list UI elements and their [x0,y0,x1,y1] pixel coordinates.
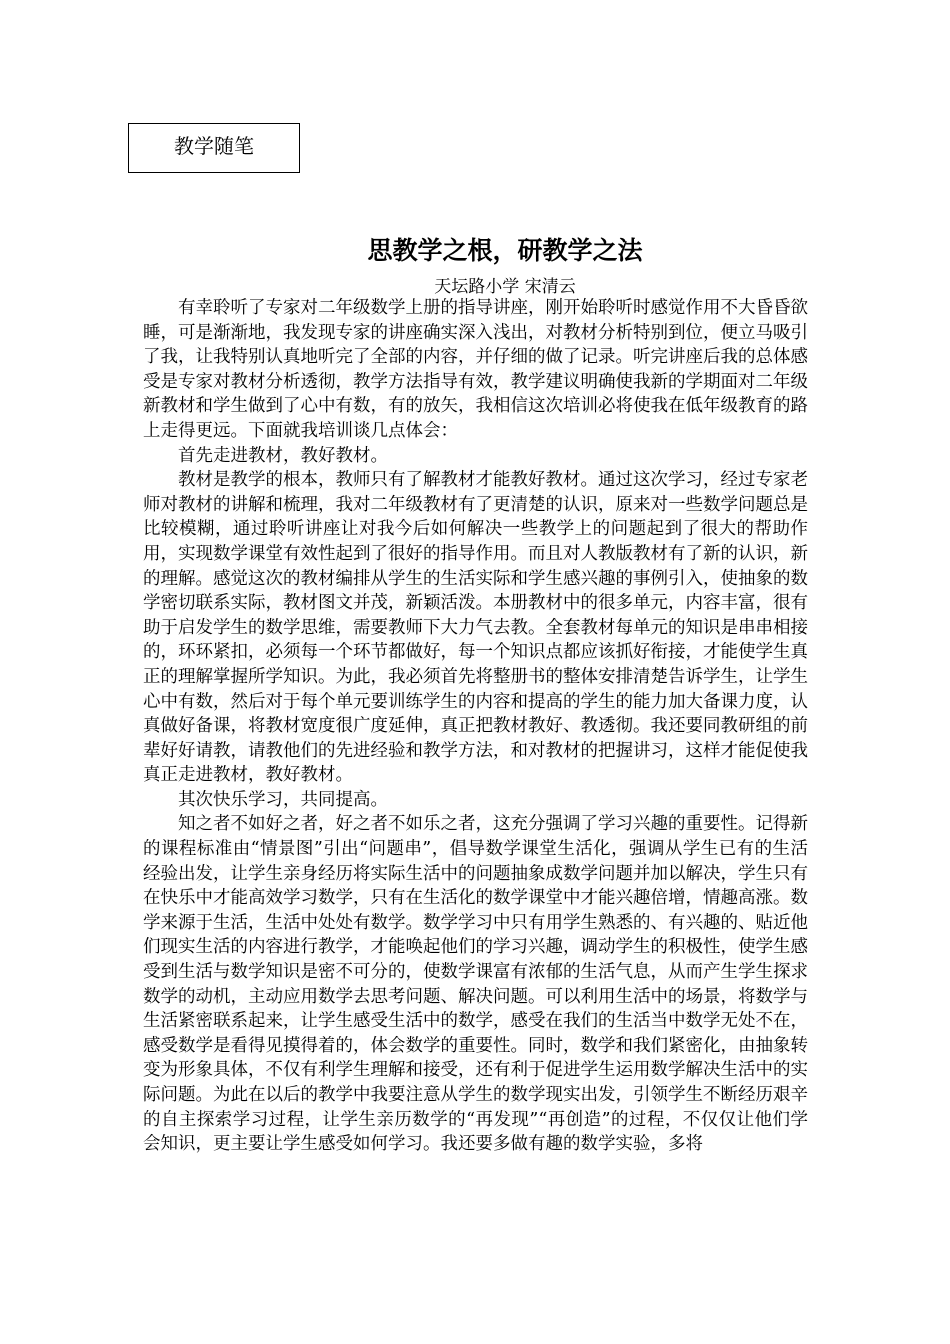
header-tag-label: 教学随笔 [174,134,254,158]
author-line: 天坛路小学 宋清云 [434,277,576,297]
paragraph-section-1: 教材是教学的根本，教师只有了解教材才能教好教材。通过这次学习，经过专家老师对教材的讲解和梳理，我对二年级教材有了更清楚的认识，原来对一些数学问题总是比较模糊，通过聆听讲座让对我今后如何解决一些教学上的问题起到了很大的帮助作用，实现数学课堂有效性起到了很好的指导作用。而且对人教版教材有了新的认识，新的理解。感觉这次的教材编排从学生的生活实际和学生感兴趣的事例引入，使抽象的数学密切联系实际，教材图文并茂，新颖活泼。本册教材中的很多单元，内容丰富，很有助于启发学生的数学思维，需要教师下大力气去教。全套教材每单元的知识是串串相接的，环环紧扣，必须每一个环节都做好，每一个知识点都应该抓好衔接，才能使学生真正的理解掌握所学知识。为此，我必须首先将整册书的整体安排清楚告诉学生，让学生心中有数，然后对于每个单元要训练学生的内容和提高的学生的能力加大备课力度，认真做好备课，将教材宽度很广度延伸，真正把教材教好、教透彻。我还要同教研组的前辈好好请教，请教他们的先进经验和教学方法，和对教材的把握讲习，这样才能促使我真正走进教材，教好教材。 [143,470,808,786]
page-title: 思教学之根，研教学之法 [367,236,643,265]
header-tag-box [128,123,300,173]
section-heading-2: 其次快乐学习，共同提高。 [178,789,388,810]
article-body [143,296,808,1157]
paragraph-intro: 有幸聆听了专家对二年级数学上册的指导讲座，刚开始聆听时感觉作用不大昏昏欲睡，可是渐渐地，我发现专家的讲座确实深入浅出，对教材分析特别到位，便立马吸引了我，让我特别认真地听完了全部的内容，并仔细的做了记录。听完讲座后我的总体感受是专家对教材分析透彻，教学方法指导有效，教学建议明确使我新的学期面对二年级新教材和学生做到了心中有数，有的放矢，我相信这次培训必将使我在低年级教育的路上走得更远。下面就我培训谈几点体会： [143,298,808,441]
paragraph-section-2: 知之者不如好之者，好之者不如乐之者，这充分强调了学习兴趣的重要性。记得新的课程标准由“情景图”引出“问题串”，倡导数学课堂生活化，强调从学生已有的生活经验出发，让学生亲身经历将实际生活中的问题抽象成数学问题并加以解决，学生只有在快乐中才能高效学习数学，只有在生活化的数学课堂中才能兴趣倍增，情趣高涨。数学来源于生活，生活中处处有数学。数学学习中只有用学生熟悉的、有兴趣的、贴近他们现实生活的内容进行教学，才能唤起他们的学习兴趣，调动学生的积极性，使学生感受到生活与数学知识是密不可分的，使数学课富有浓郁的生活气息，从而产生学生探求数学的动机，主动应用数学去思考问题、解决问题。可以利用生活中的场景，将数学与生活紧密联系起来，让学生感受生活中的数学，感受在我们的生活当中数学无处不在，感受数学是看得见摸得着的，体会数学的重要性。同时，数学和我们紧密化，由抽象转变为形象具体，不仅有利学生理解和接受，还有利于促进学生运用数学解决生活中的实际问题。为此在以后的教学中我要注意从学生的数学现实出发，引领学生不断经历艰辛的自主探索学习过程，让学生亲历数学的“再发现”“再创造”的过程，不仅仅让他们学会知识，更主要让学生感受如何学习。我还要多做有趣的数学实验，多将 [143,814,808,1155]
section-heading-1: 首先走进教材，教好教材。 [178,445,388,466]
